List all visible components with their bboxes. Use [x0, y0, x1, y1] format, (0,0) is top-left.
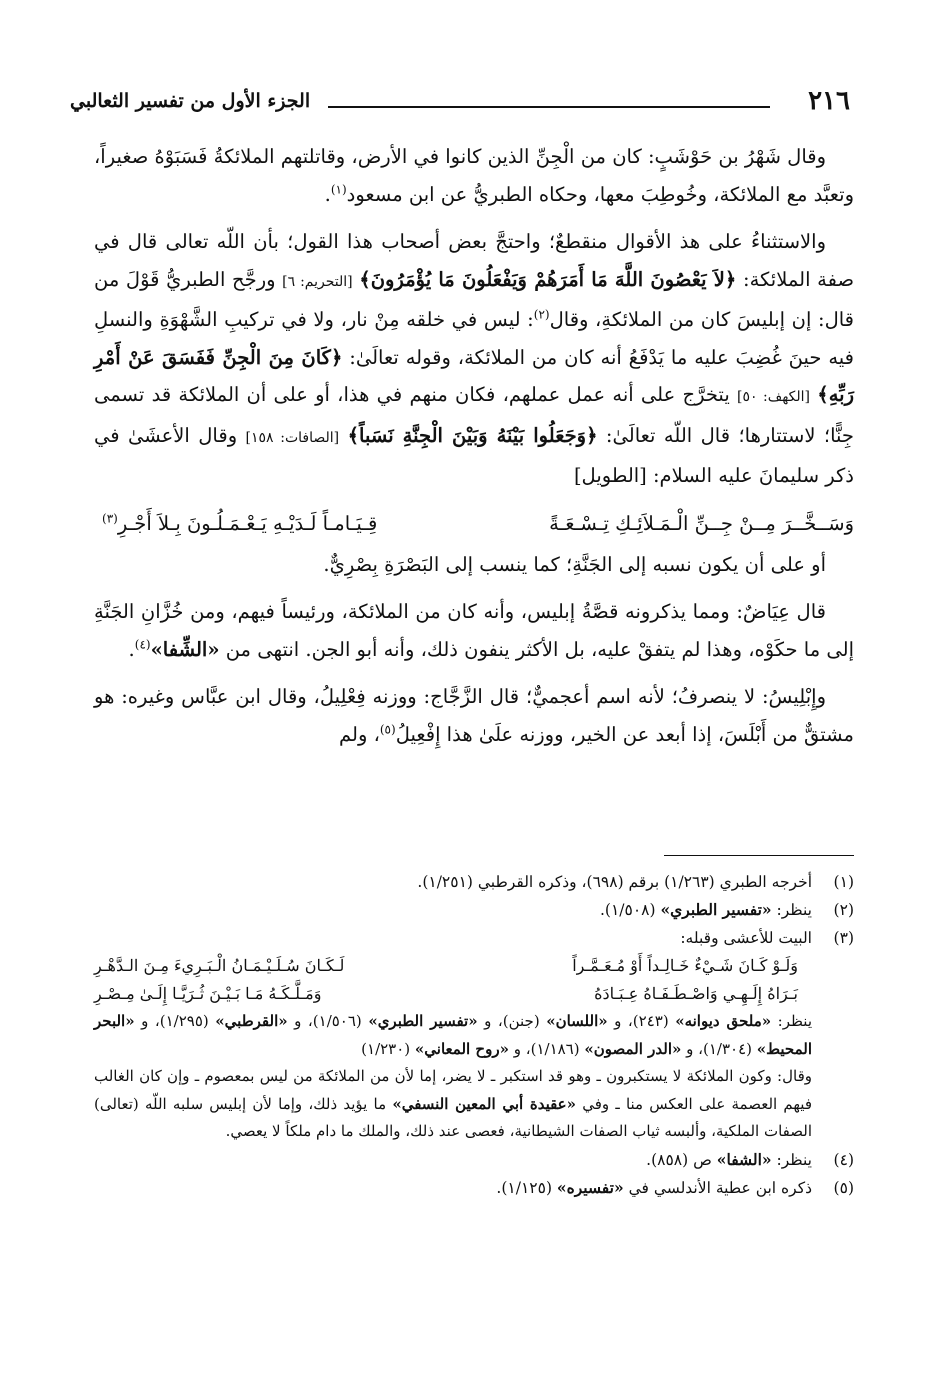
footnote-marker: (٥)	[379, 722, 396, 736]
footnote-number: (٣)	[833, 929, 854, 947]
footnote-text: ينظر: «الشفا» ص (٨٥٨).	[646, 1149, 812, 1169]
paragraph: والاستثناءُ على هذ الأقوال منقطعٌ؛ واحتجَّ بعض أصحاب هذا القول؛ بأن اللّه تعالى قال في صفة الملائكة: ﴿لاَ يَعْصُونَ اللَّهَ مَا أَمَرَهُمْ وَيَفْعَلُونَ مَا يُؤْمَرُونَ﴾ [التحريم: ٦] ورجَّح الطبريُّ قَوْلَ من قال: إن إبليسَ كان من الملائكةِ، وقال$^{(٢)}$: ليس في خلقه مِنْ نار، ولا في تركيبِ الشَّهْوَةِ والنسلِ فيه حينَ غُضِبَ عليه ما يَدْفَعُ أنه كان من الملائكة، وقوله تعالَىٰ: ﴿كَانَ مِنَ الْجِنِّ فَفَسَقَ عَنْ أَمْرِ رَبِّهِ﴾ [الكهف: ٥٠] يتخرَّج على أنه عمل عملهم، فكان منهم في هذا، أو على أن الملائكة قد تسمى جِنًّا؛ لاستتارها؛ قال اللّه تعالَىٰ: ﴿وَجَعَلُوا بَيْنَهُ وَبَيْنَ الْجِنَّةِ نَسَباً﴾ [الصافات: ١٥٨] وقال الأعشَىٰ في ذكر سليمانَ عليه السلام: [الطويل]	[94, 230, 855, 487]
footnote-separator	[664, 855, 854, 856]
quran-quote: ﴿لاَ يَعْصُونَ اللَّهَ مَا أَمَرَهُمْ وَيَفْعَلُونَ مَا يُؤْمَرُونَ﴾	[359, 267, 737, 291]
footnote	[94, 1146, 854, 1174]
footnote-text	[94, 924, 812, 1146]
footnote-marker: (١)	[330, 182, 347, 196]
page-number: ٢١٦	[808, 86, 850, 116]
footnote	[94, 1174, 854, 1202]
quran-quote: ﴿وَجَعَلُوا بَيْنَهُ وَبَيْنَ الْجِنَّةِ نَسَباً﴾	[347, 423, 598, 447]
verse-first-hemistich: وَسَــخَّــرَ مِــنْ جِــنِّ الْـمَـلاَئِـكِ تِـسْـعَـةً	[549, 511, 854, 535]
surah-reference: [التحريم: ٦]	[282, 273, 353, 290]
footnote	[94, 868, 854, 896]
footnote-number: (٤)	[833, 1150, 854, 1169]
surah-reference: [الصافات: ١٥٨]	[245, 429, 340, 446]
quran-quote: ﴿كَانَ مِنَ الْجِنِّ فَفَسَقَ عَنْ أَمْرِ رَبِّهِ﴾	[94, 345, 854, 406]
book-title: «الشِّفا»	[150, 637, 220, 661]
footnote-intro: البيت للأعشى وقبله:	[680, 929, 812, 947]
footnote-text: ذكره ابن عطية الأندلسي في «تفسيره» (١/١٢٥).	[496, 1177, 812, 1197]
footnotes	[94, 868, 854, 1202]
page-header	[70, 86, 850, 126]
poetry-verse: بَـرَاهُ إِلَـهِـي وَاصْـطَـفَـاهُ عِـبَـادَهُ وَمَـلَّـكَـهُ مَـا بَـيْـنَ ثُـرَيَّـا إِلَـىٰ مِـصْـرِ	[94, 984, 798, 1003]
footnote-references: ينظر: «ملحق ديوانه» (٢٤٣)، و «اللسان» (جنن)، و «تفسير الطبري» (١/٥٠٦)، و «القرطبي» (١/٢٩٥)، و «البحر المحيط» (١/٣٠٤)، و «الدر المصون» (١/١٨٦)، و «روح المعاني» (١/٢٣٠)	[94, 1012, 812, 1058]
footnote-note: وقال: وكون الملائكة لا يستكبرون ـ وهو قد استكبر ـ لا يضر، إما لأن من الملائكة من ليس بمعصوم ـ وإن كان الغالب فيهم العصمة على العكس منا ـ وفي «عقيدة أبي المعين النسفي» ما يؤيد ذلك، وإما لأن إبليس سلبه اللّه (تعالى) الصفات الملكية، وألبسه ثياب الصفات الشيطانية، فعصى عند ذلك، والملك ما دام ملكاً لا يعصي.	[94, 1067, 812, 1140]
poetry-verse	[94, 505, 854, 542]
footnote-number: (٥)	[833, 1178, 854, 1197]
footnote-text: أخرجه الطبري (١/٢٦٣) برقم (٦٩٨)، وذكره القرطبي (١/٢٥١).	[417, 873, 812, 891]
footnote-marker: (٣)	[102, 511, 118, 525]
header-rule	[328, 106, 770, 108]
main-text	[94, 138, 854, 763]
footnote-number: (١)	[833, 873, 854, 891]
footnote-marker: (٤)	[134, 637, 151, 651]
footnote-number: (٢)	[833, 901, 854, 919]
paragraph: قال عِيَاضٌ: ومما يذكرونه قصَّةُ إبليس، وأنه كان من الملائكة، ورئيساً فيهم، ومن خُزَّانِ الجَنَّةِ إلى ما حكَوْه، وهذا لم يتفقْ عليه، بل الأكثر ينفون ذلك، وأنه أبو الجن. انتهى من «الشِّفا»$^{(٤)}$.	[94, 600, 854, 661]
poetry-verse: وَلَـوْ كَـانَ شَـيْءٌ خَـالِـداً أَوْ مُـعَـمَّـراً لَـكَـانَ سُـلَـيْـمَـانُ الْـبَـرِيءَ مِـنَ الـدَّهْـرِ	[94, 956, 798, 975]
verse-second-hemistich: قِـيَـامـاً لَـدَيْـهِ يَـعْـمَـلُـونَ بِـلاَ أَجْـرِ$^{(٣)}$	[102, 511, 378, 535]
paragraph: أو على أن يكون نسبه إلى الجَنَّةِ؛ كما ينسب إلى البَصْرَةِ بِصْرِيٌّ.	[323, 552, 826, 576]
paragraph: وإِبْلِيسُ: لا ينصرفُ؛ لأنه اسم أعجميٌّ؛ قال الزَّجَّاج: ووزنه فِعْلِيلُ، وقال ابن عبَّاس وغيره: هو مشتقٌّ من أَبْلَسَ، إذا أبعد عن الخير، ووزنه علَىٰ هذا إِفْعِيلُ$^{(٥)}$، ولم	[94, 685, 854, 746]
footnote-marker: (٢)	[533, 307, 550, 322]
running-title: الجزء الأول من تفسير الثعالبي	[70, 90, 311, 112]
footnote-text: ينظر: «تفسير الطبري» (١/٥٠٨).	[599, 900, 812, 919]
footnote	[94, 924, 854, 1146]
footnote	[94, 896, 854, 924]
paragraph: وقال شَهْرُ بن حَوْشَبٍ: كان من الْجِنِّ الذين كانوا في الأرض، وقاتلتهم الملائكةُ فَسَبَوْهُ صغيراً، وتعبَّد مع الملائكة، وخُوطِبَ معها، وحكاه الطبريُّ عن ابن مسعود$^{(١)}$.	[94, 145, 854, 206]
surah-reference: [الكهف: ٥٠]	[736, 389, 811, 405]
